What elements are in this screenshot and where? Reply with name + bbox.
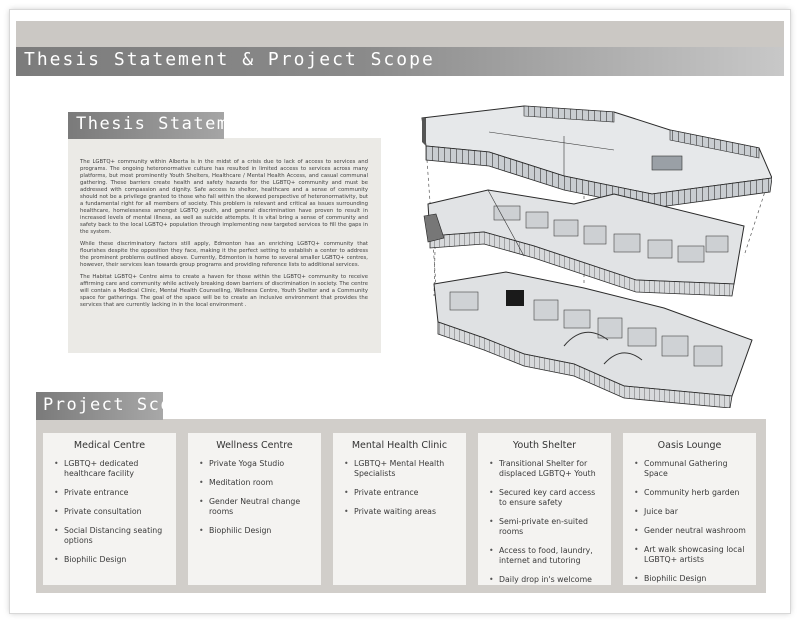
list-item: • Community herb garden xyxy=(634,488,750,498)
thesis-paragraph: While these discriminatory factors still apply, Edmonton has an enriching LGBTQ+ community that flourishes despite the opposition they face, making it the perfect setting to establish a center to address the prominent problems outlined above. Currently, Edmonton is home to several smaller LGBTQ+ centres, however, their services lean towards group programs and providing reference lists to additional services. xyxy=(80,241,368,268)
list-item: • Private waiting areas xyxy=(344,507,460,517)
list-item: • Biophilic Design xyxy=(634,574,750,584)
thesis-paragraph: The LGBTQ+ community within Alberta is in the midst of a crisis due to lack of access to services and programs. The ongoing heteronormative culture has resulted in limited access to services across many platforms, but most prominently Youth Shelters, Healthcare / Mental Health Access, and casual communal gathering. These barriers create health and safety hazards for the LGBTQ+ community and must be addressed with compassion and dignity. Safe access to shelter, healthcare and a sense of community should not be a privilege granted to those who fall within the skewed perspective of heteronormativity, but a fundamental right for all members of society. This problem is relevant and critical as issues surrounding healthcare, homelessness amongst LGBTQ youth, and general discrimination have proven to result in increased levels of mental illness, as well as suicide attempts. It is vital bring a sense of community and safety back to the local LGBTQ+ population through implementing new targeted services to fill the gaps in the system. xyxy=(80,159,368,235)
thesis-body xyxy=(80,159,368,314)
thesis-heading: Thesis Statement xyxy=(76,114,264,134)
list-item: • LGBTQ+ dedicated healthcare facility xyxy=(54,459,170,479)
scope-card-oasis-lounge xyxy=(623,433,756,585)
list-item: • Daily drop in's welcome xyxy=(489,575,605,585)
scope-card-medical-centre xyxy=(43,433,176,585)
scope-card-youth-shelter xyxy=(478,433,611,585)
exploded-floor-plan-illustration xyxy=(414,96,772,408)
list-item: • Meditation room xyxy=(199,478,315,488)
card-title: Mental Health Clinic xyxy=(351,440,448,451)
list-item: • Social Distancing seating options xyxy=(54,526,170,546)
card-list xyxy=(623,459,756,584)
list-item: • Semi-private en-suited rooms xyxy=(489,517,605,537)
card-title: Youth Shelter xyxy=(512,440,577,451)
list-item: • Private entrance xyxy=(54,488,170,498)
list-item: • Communal Gathering Space xyxy=(634,459,750,479)
list-item: • LGBTQ+ Mental Health Specialists xyxy=(344,459,460,479)
list-item: • Gender neutral washroom xyxy=(634,526,750,536)
card-list xyxy=(43,459,176,565)
list-item: • Transitional Shelter for displaced LGBTQ+ Youth xyxy=(489,459,605,479)
list-item: • Secured key card access to ensure safety xyxy=(489,488,605,508)
card-list xyxy=(333,459,466,517)
card-list xyxy=(478,459,611,585)
list-item: • Art walk showcasing local LGBTQ+ artists xyxy=(634,545,750,565)
card-title: Medical Centre xyxy=(73,440,146,451)
list-item: • Gender Neutral change rooms xyxy=(199,497,315,517)
list-item: • Biophilic Design xyxy=(54,555,170,565)
thesis-paragraph: The Habitat LGBTQ+ Centre aims to create a haven for those within the LGBTQ+ community to receive affirming care and community while actively breaking down barriers of discrimination in society. The centre will contain a Medical Clinic, Mental Health Counselling, Wellness Centre, Youth Shelter and a Community space for gatherings. The goal of the space will be to create an inclusive environment that provides the services that are currently lacking in in the local environment . xyxy=(80,274,368,308)
list-item: • Private Yoga Studio xyxy=(199,459,315,469)
page-title: Thesis Statement & Project Scope xyxy=(24,49,435,70)
scope-heading: Project Scope xyxy=(43,395,196,415)
card-title: Oasis Lounge xyxy=(657,440,722,451)
card-title: Wellness Centre xyxy=(216,440,293,451)
top-band xyxy=(16,21,784,47)
scope-card-wellness-centre xyxy=(188,433,321,585)
list-item: • Juice bar xyxy=(634,507,750,517)
list-item: • Private consultation xyxy=(54,507,170,517)
list-item: • Private entrance xyxy=(344,488,460,498)
list-item: • Biophilic Design xyxy=(199,526,315,536)
card-list xyxy=(188,459,321,536)
list-item: • Access to food, laundry, internet and tutoring xyxy=(489,546,605,566)
scope-card-mental-health-clinic xyxy=(333,433,466,585)
